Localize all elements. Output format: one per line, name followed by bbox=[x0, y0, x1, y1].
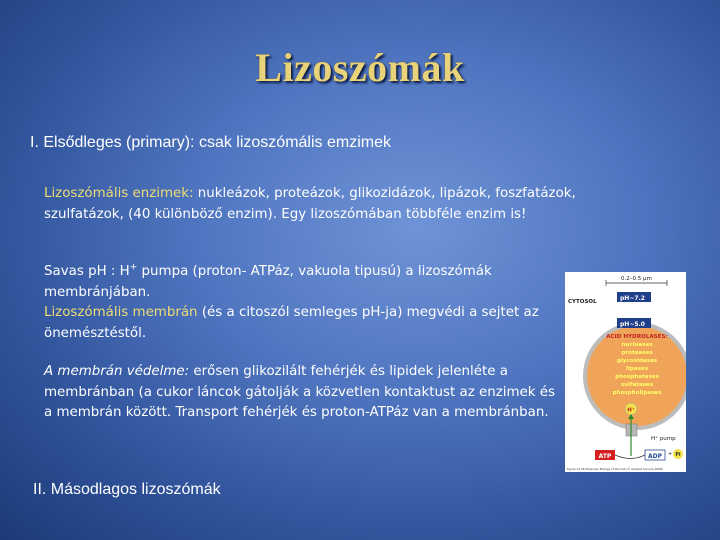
ph-text-a: Savas pH : H bbox=[44, 264, 130, 279]
ph-text-b: pumpa (proton- ATPáz, vakuola tipusú) a lizoszómák membránjában. bbox=[44, 264, 492, 300]
plus-sign: + bbox=[668, 451, 673, 457]
cytosol-label: CYTOSOL bbox=[568, 299, 597, 305]
hydrolases-title: ACID HYDROLASES: bbox=[606, 334, 668, 340]
hydrolase-item: sulfatases bbox=[620, 382, 654, 388]
paragraph-acidic-ph bbox=[44, 262, 564, 344]
lysosome-diagram bbox=[565, 272, 686, 472]
pi-label: Pi bbox=[675, 453, 681, 458]
enzymes-text: nukleázok, proteázok, glikozidázok, lipázok, foszfatázok, szulfatázok, (40 különböző enzim). Egy lizoszómában többféle enzim is! bbox=[44, 186, 576, 222]
paragraph-enzymes bbox=[44, 184, 604, 225]
section-primary-heading: I. Elsődleges (primary): csak lizoszómális emzimek bbox=[30, 134, 391, 151]
figure-caption: Figure 13-36 Molecular Biology of the Cell (© Garland Science 2008) bbox=[567, 467, 663, 471]
section-secondary-heading: II. Másodlagos lizoszómák bbox=[33, 481, 221, 498]
ph-lumen-label: pH~5.0 bbox=[620, 321, 645, 328]
hydrolase-item: proteases bbox=[621, 350, 653, 356]
paragraph-membrane-protection bbox=[44, 362, 564, 424]
atp-arrow bbox=[615, 455, 645, 459]
membrane-text: (és a citoszól semleges pH-ja) megvédi a sejtet az önemésztéstől. bbox=[44, 305, 539, 341]
proton-label: H⁺ bbox=[627, 407, 635, 414]
adp-label: ADP bbox=[647, 453, 663, 460]
slide-title: Lizoszómák bbox=[255, 45, 465, 90]
hydrolase-item: lipases bbox=[625, 366, 649, 372]
membrane-lead: Lizoszómális membrán bbox=[44, 305, 198, 320]
ph-cytosol-label: pH~7.2 bbox=[620, 295, 645, 302]
size-label: 0.2–0.5 μm bbox=[621, 276, 652, 282]
pump-label: H⁺ pump bbox=[651, 436, 676, 442]
hydrolase-item: phospholipases bbox=[612, 390, 662, 396]
atp-label: ATP bbox=[598, 453, 612, 460]
ph-text-sup: + bbox=[129, 262, 138, 273]
enzymes-lead: Lizoszómális enzimek: bbox=[44, 186, 194, 201]
lysosome-figure bbox=[565, 272, 686, 472]
protection-text: erősen glikozilált fehérjék és lipidek jelenléte a membránban (a cukor láncok gátolják a közvetlen kontaktust az enzimek és a membrán között. Transport fehérjék és proton-ATPáz van a membránban. bbox=[44, 364, 555, 420]
hydrolase-item: phosphatases bbox=[615, 374, 659, 380]
protection-lead: A membrán védelme: bbox=[44, 364, 190, 379]
hydrolase-item: nucleases bbox=[621, 342, 653, 348]
hydrolase-item: glycosidases bbox=[616, 358, 658, 364]
